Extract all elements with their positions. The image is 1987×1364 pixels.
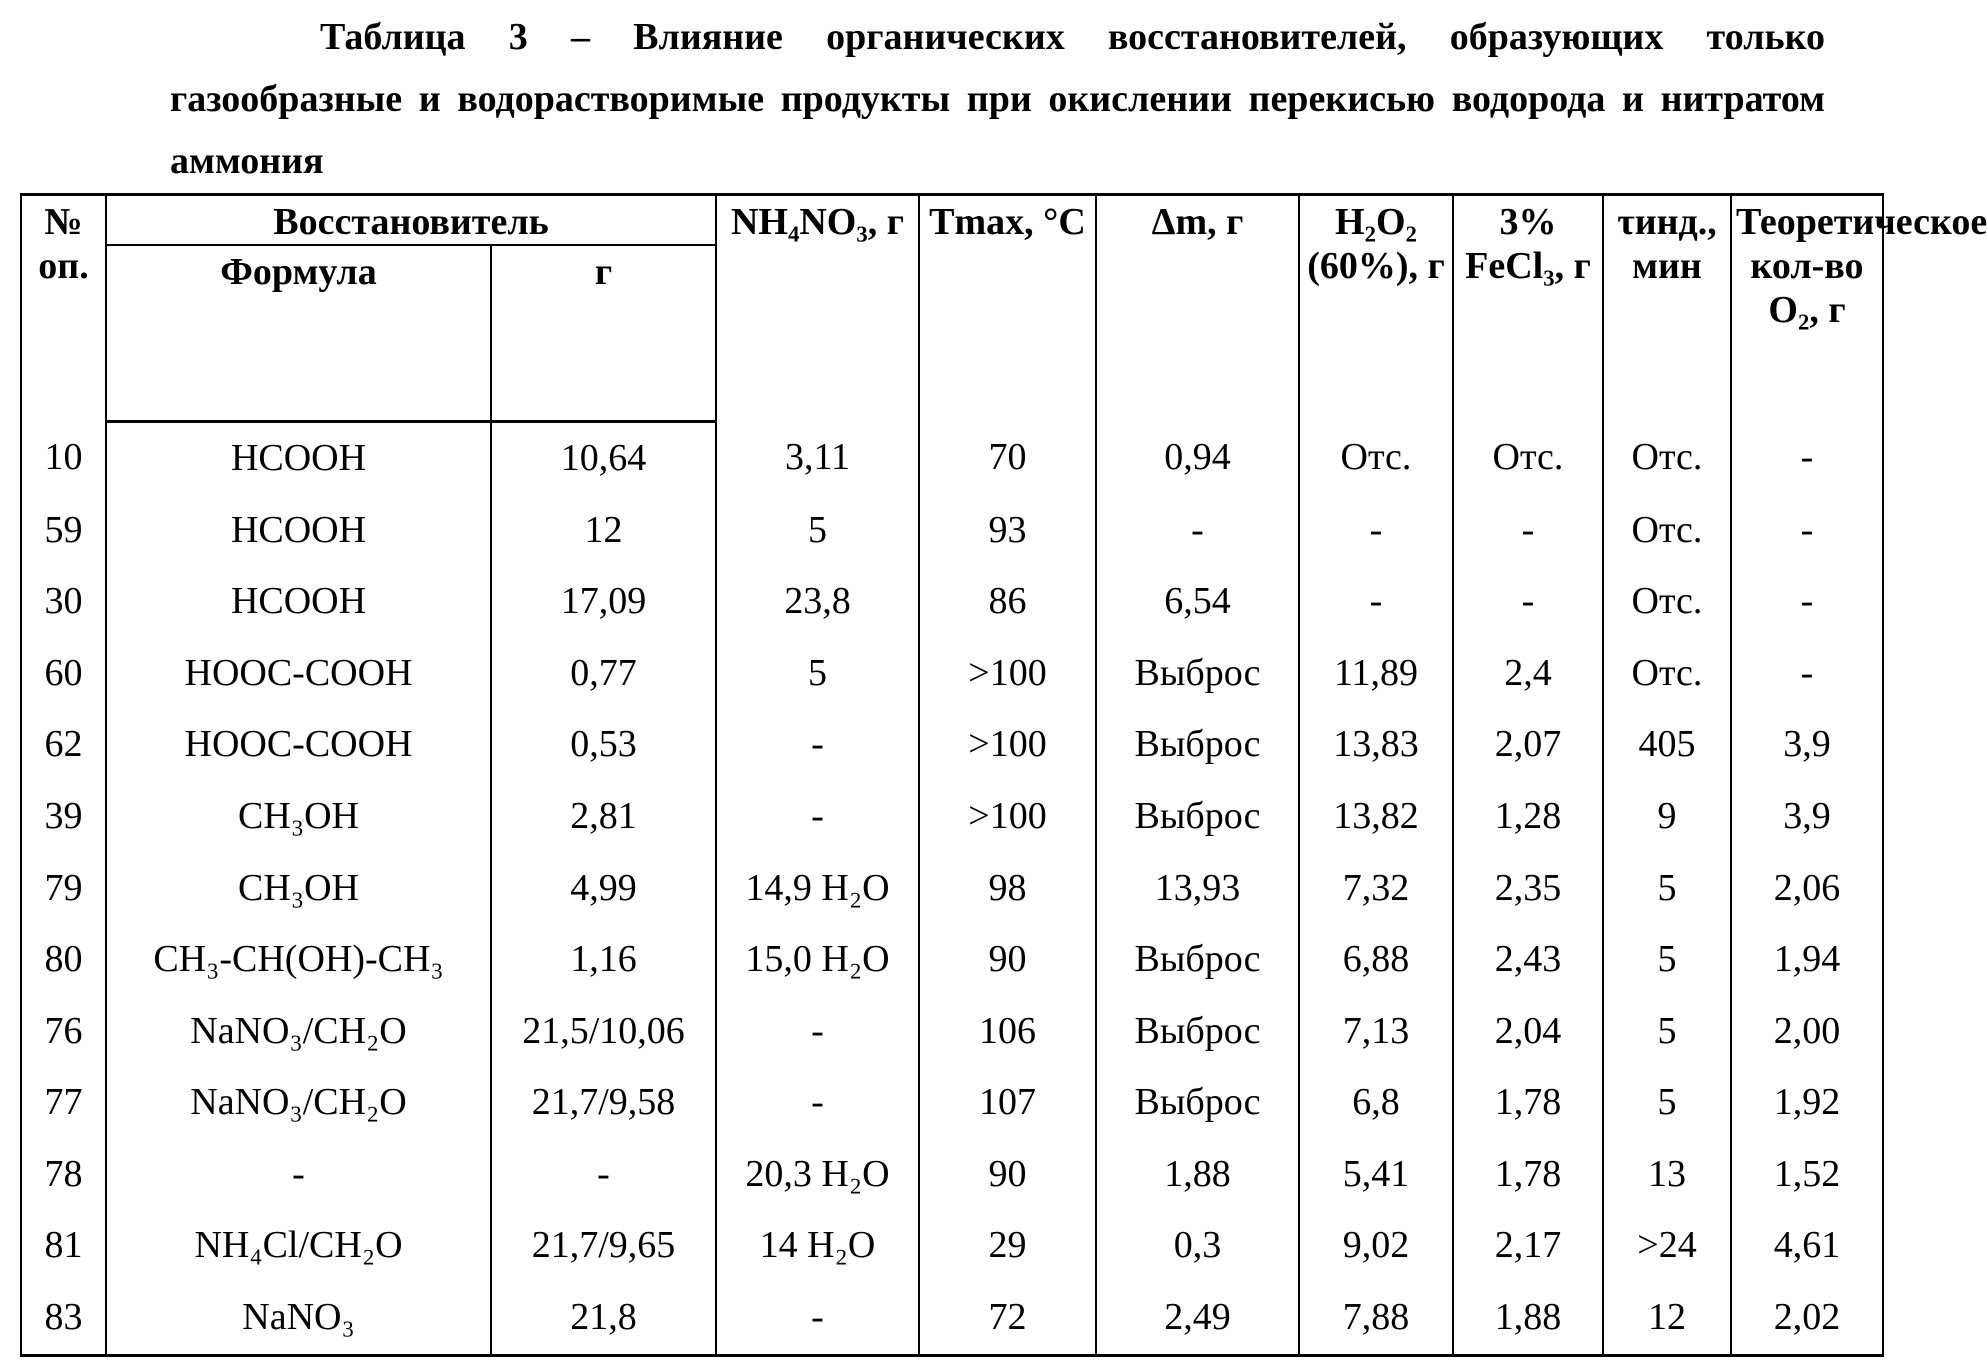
cell-tau: 12	[1603, 1282, 1731, 1355]
cell-num: 30	[21, 566, 106, 638]
cell-h2o2: -	[1299, 566, 1453, 638]
cell-fecl3: 2,35	[1453, 853, 1603, 925]
cell-mass: 1,16	[491, 924, 716, 996]
cell-tmax: >100	[919, 709, 1096, 781]
cell-mass: 21,7/9,65	[491, 1211, 716, 1283]
cell-tau: 5	[1603, 996, 1731, 1068]
cell-nh4no3: -	[716, 1067, 919, 1139]
cell-mass: 4,99	[491, 853, 716, 925]
header-h2o2: H₂O₂ (60%), г	[1299, 195, 1453, 422]
cell-formula: NH₄Cl/CH₂O	[106, 1211, 491, 1283]
cell-h2o2: 7,32	[1299, 853, 1453, 925]
cell-formula: CH₃-CH(OH)-CH₃	[106, 924, 491, 996]
cell-tmax: 90	[919, 1139, 1096, 1211]
cell-theory: 3,9	[1731, 709, 1883, 781]
cell-dm: Выброс	[1096, 781, 1299, 853]
header-fecl3: 3% FeCl₃, г	[1453, 195, 1603, 422]
table-row	[21, 924, 1883, 996]
cell-h2o2: 6,88	[1299, 924, 1453, 996]
cell-fecl3: Отс.	[1453, 422, 1603, 495]
cell-h2o2: Отс.	[1299, 422, 1453, 495]
cell-fecl3: 2,4	[1453, 638, 1603, 710]
cell-num: 60	[21, 638, 106, 710]
cell-dm: 0,94	[1096, 422, 1299, 495]
cell-formula: -	[106, 1139, 491, 1211]
cell-h2o2: 11,89	[1299, 638, 1453, 710]
table-row	[21, 1211, 1883, 1283]
cell-theory: 3,9	[1731, 781, 1883, 853]
cell-tmax: >100	[919, 781, 1096, 853]
cell-tau: 13	[1603, 1139, 1731, 1211]
cell-num: 79	[21, 853, 106, 925]
table-row	[21, 422, 1883, 495]
cell-tau: 5	[1603, 924, 1731, 996]
table-row	[21, 1139, 1883, 1211]
cell-h2o2: 13,83	[1299, 709, 1453, 781]
cell-formula: HCOOH	[106, 566, 491, 638]
cell-nh4no3: 20,3 H₂O	[716, 1139, 919, 1211]
header-formula: Формула	[106, 245, 491, 422]
cell-nh4no3: 3,11	[716, 422, 919, 495]
cell-theory: 2,02	[1731, 1282, 1883, 1355]
cell-mass: 17,09	[491, 566, 716, 638]
cell-tmax: 70	[919, 422, 1096, 495]
cell-tau: Отс.	[1603, 566, 1731, 638]
cell-num: 77	[21, 1067, 106, 1139]
cell-theory: 2,00	[1731, 996, 1883, 1068]
header-mass: г	[491, 245, 716, 422]
cell-dm: Выброс	[1096, 709, 1299, 781]
cell-formula: HCOOH	[106, 495, 491, 567]
cell-nh4no3: -	[716, 1282, 919, 1355]
header-tau: τинд., мин	[1603, 195, 1731, 422]
cell-tau: Отс.	[1603, 495, 1731, 567]
cell-theory: 1,94	[1731, 924, 1883, 996]
cell-mass: 2,81	[491, 781, 716, 853]
cell-theory: -	[1731, 495, 1883, 567]
cell-fecl3: 1,78	[1453, 1139, 1603, 1211]
cell-num: 81	[21, 1211, 106, 1283]
cell-mass: 12	[491, 495, 716, 567]
header-reducer-group: Восстановитель	[106, 195, 716, 246]
header-nh4no3: NH₄NO₃, г	[716, 195, 919, 422]
cell-dm: Выброс	[1096, 996, 1299, 1068]
table-row	[21, 996, 1883, 1068]
cell-num: 39	[21, 781, 106, 853]
header-num: № оп.	[21, 195, 106, 422]
cell-mass: -	[491, 1139, 716, 1211]
cell-h2o2: 7,13	[1299, 996, 1453, 1068]
cell-nh4no3: 14,9 H₂O	[716, 853, 919, 925]
cell-nh4no3: 14 H₂O	[716, 1211, 919, 1283]
cell-nh4no3: 5	[716, 495, 919, 567]
cell-theory: 1,52	[1731, 1139, 1883, 1211]
cell-nh4no3: -	[716, 709, 919, 781]
cell-nh4no3: -	[716, 996, 919, 1068]
cell-theory: -	[1731, 422, 1883, 495]
cell-theory: -	[1731, 566, 1883, 638]
cell-dm: Выброс	[1096, 1067, 1299, 1139]
cell-fecl3: 1,28	[1453, 781, 1603, 853]
cell-mass: 21,7/9,58	[491, 1067, 716, 1139]
cell-tau: 5	[1603, 853, 1731, 925]
cell-h2o2: 9,02	[1299, 1211, 1453, 1283]
cell-tmax: 29	[919, 1211, 1096, 1283]
cell-fecl3: -	[1453, 495, 1603, 567]
cell-fecl3: 2,04	[1453, 996, 1603, 1068]
cell-dm: 6,54	[1096, 566, 1299, 638]
cell-num: 10	[21, 422, 106, 495]
cell-tmax: 107	[919, 1067, 1096, 1139]
cell-mass: 0,77	[491, 638, 716, 710]
cell-nh4no3: 5	[716, 638, 919, 710]
cell-theory: -	[1731, 638, 1883, 710]
cell-num: 78	[21, 1139, 106, 1211]
cell-tau: Отс.	[1603, 638, 1731, 710]
cell-dm: 0,3	[1096, 1211, 1299, 1283]
header-tmax: Tmax, °С	[919, 195, 1096, 422]
cell-dm: 2,49	[1096, 1282, 1299, 1355]
cell-dm: Выброс	[1096, 924, 1299, 996]
cell-fecl3: -	[1453, 566, 1603, 638]
cell-nh4no3: 23,8	[716, 566, 919, 638]
cell-h2o2: 13,82	[1299, 781, 1453, 853]
cell-fecl3: 1,78	[1453, 1067, 1603, 1139]
cell-tau: 9	[1603, 781, 1731, 853]
cell-tau: 5	[1603, 1067, 1731, 1139]
table-row	[21, 1282, 1883, 1355]
cell-formula: CH₃OH	[106, 781, 491, 853]
cell-h2o2: 7,88	[1299, 1282, 1453, 1355]
cell-tmax: 93	[919, 495, 1096, 567]
cell-tau: Отс.	[1603, 422, 1731, 495]
cell-formula: CH₃OH	[106, 853, 491, 925]
cell-mass: 10,64	[491, 422, 716, 495]
cell-tmax: 98	[919, 853, 1096, 925]
cell-dm: Выброс	[1096, 638, 1299, 710]
cell-fecl3: 2,43	[1453, 924, 1603, 996]
cell-num: 80	[21, 924, 106, 996]
cell-formula: HOOC-COOH	[106, 709, 491, 781]
results-table	[20, 193, 1987, 1357]
cell-nh4no3: 15,0 H₂O	[716, 924, 919, 996]
cell-dm: 1,88	[1096, 1139, 1299, 1211]
cell-dm: -	[1096, 495, 1299, 567]
header-theory: Теоретическое кол-во O₂, г	[1731, 195, 1883, 422]
table-row	[21, 566, 1883, 638]
cell-num: 76	[21, 996, 106, 1068]
cell-mass: 0,53	[491, 709, 716, 781]
cell-tmax: 106	[919, 996, 1096, 1068]
cell-fecl3: 1,88	[1453, 1282, 1603, 1355]
cell-dm: 13,93	[1096, 853, 1299, 925]
cell-nh4no3: -	[716, 781, 919, 853]
header-dm: Δm, г	[1096, 195, 1299, 422]
cell-formula: NaNO₃/CH₂O	[106, 996, 491, 1068]
table-row	[21, 709, 1883, 781]
cell-tau: 405	[1603, 709, 1731, 781]
cell-mass: 21,8	[491, 1282, 716, 1355]
cell-tmax: >100	[919, 638, 1096, 710]
cell-h2o2: -	[1299, 495, 1453, 567]
cell-tmax: 72	[919, 1282, 1096, 1355]
cell-num: 62	[21, 709, 106, 781]
table-row	[21, 638, 1883, 710]
table-row	[21, 853, 1883, 925]
cell-tmax: 90	[919, 924, 1096, 996]
cell-mass: 21,5/10,06	[491, 996, 716, 1068]
cell-fecl3: 2,07	[1453, 709, 1603, 781]
cell-num: 83	[21, 1282, 106, 1355]
cell-formula: NaNO₃	[106, 1282, 491, 1355]
table-row	[21, 495, 1883, 567]
cell-h2o2: 5,41	[1299, 1139, 1453, 1211]
cell-num: 59	[21, 495, 106, 567]
table-row	[21, 1067, 1883, 1139]
cell-formula: NaNO₃/CH₂O	[106, 1067, 491, 1139]
cell-formula: HOOC-COOH	[106, 638, 491, 710]
table-caption: Таблица 3 – Влияние органических восстановителей, образующих только газообразные и водорастворимые продукты при окислении перекисью водорода и нитратом аммония	[170, 16, 1825, 182]
cell-fecl3: 2,17	[1453, 1211, 1603, 1283]
table-row	[21, 781, 1883, 853]
cell-formula: HCOOH	[106, 422, 491, 495]
cell-theory: 2,06	[1731, 853, 1883, 925]
cell-theory: 1,92	[1731, 1067, 1883, 1139]
cell-tau: >24	[1603, 1211, 1731, 1283]
cell-theory: 4,61	[1731, 1211, 1883, 1283]
cell-tmax: 86	[919, 566, 1096, 638]
cell-h2o2: 6,8	[1299, 1067, 1453, 1139]
